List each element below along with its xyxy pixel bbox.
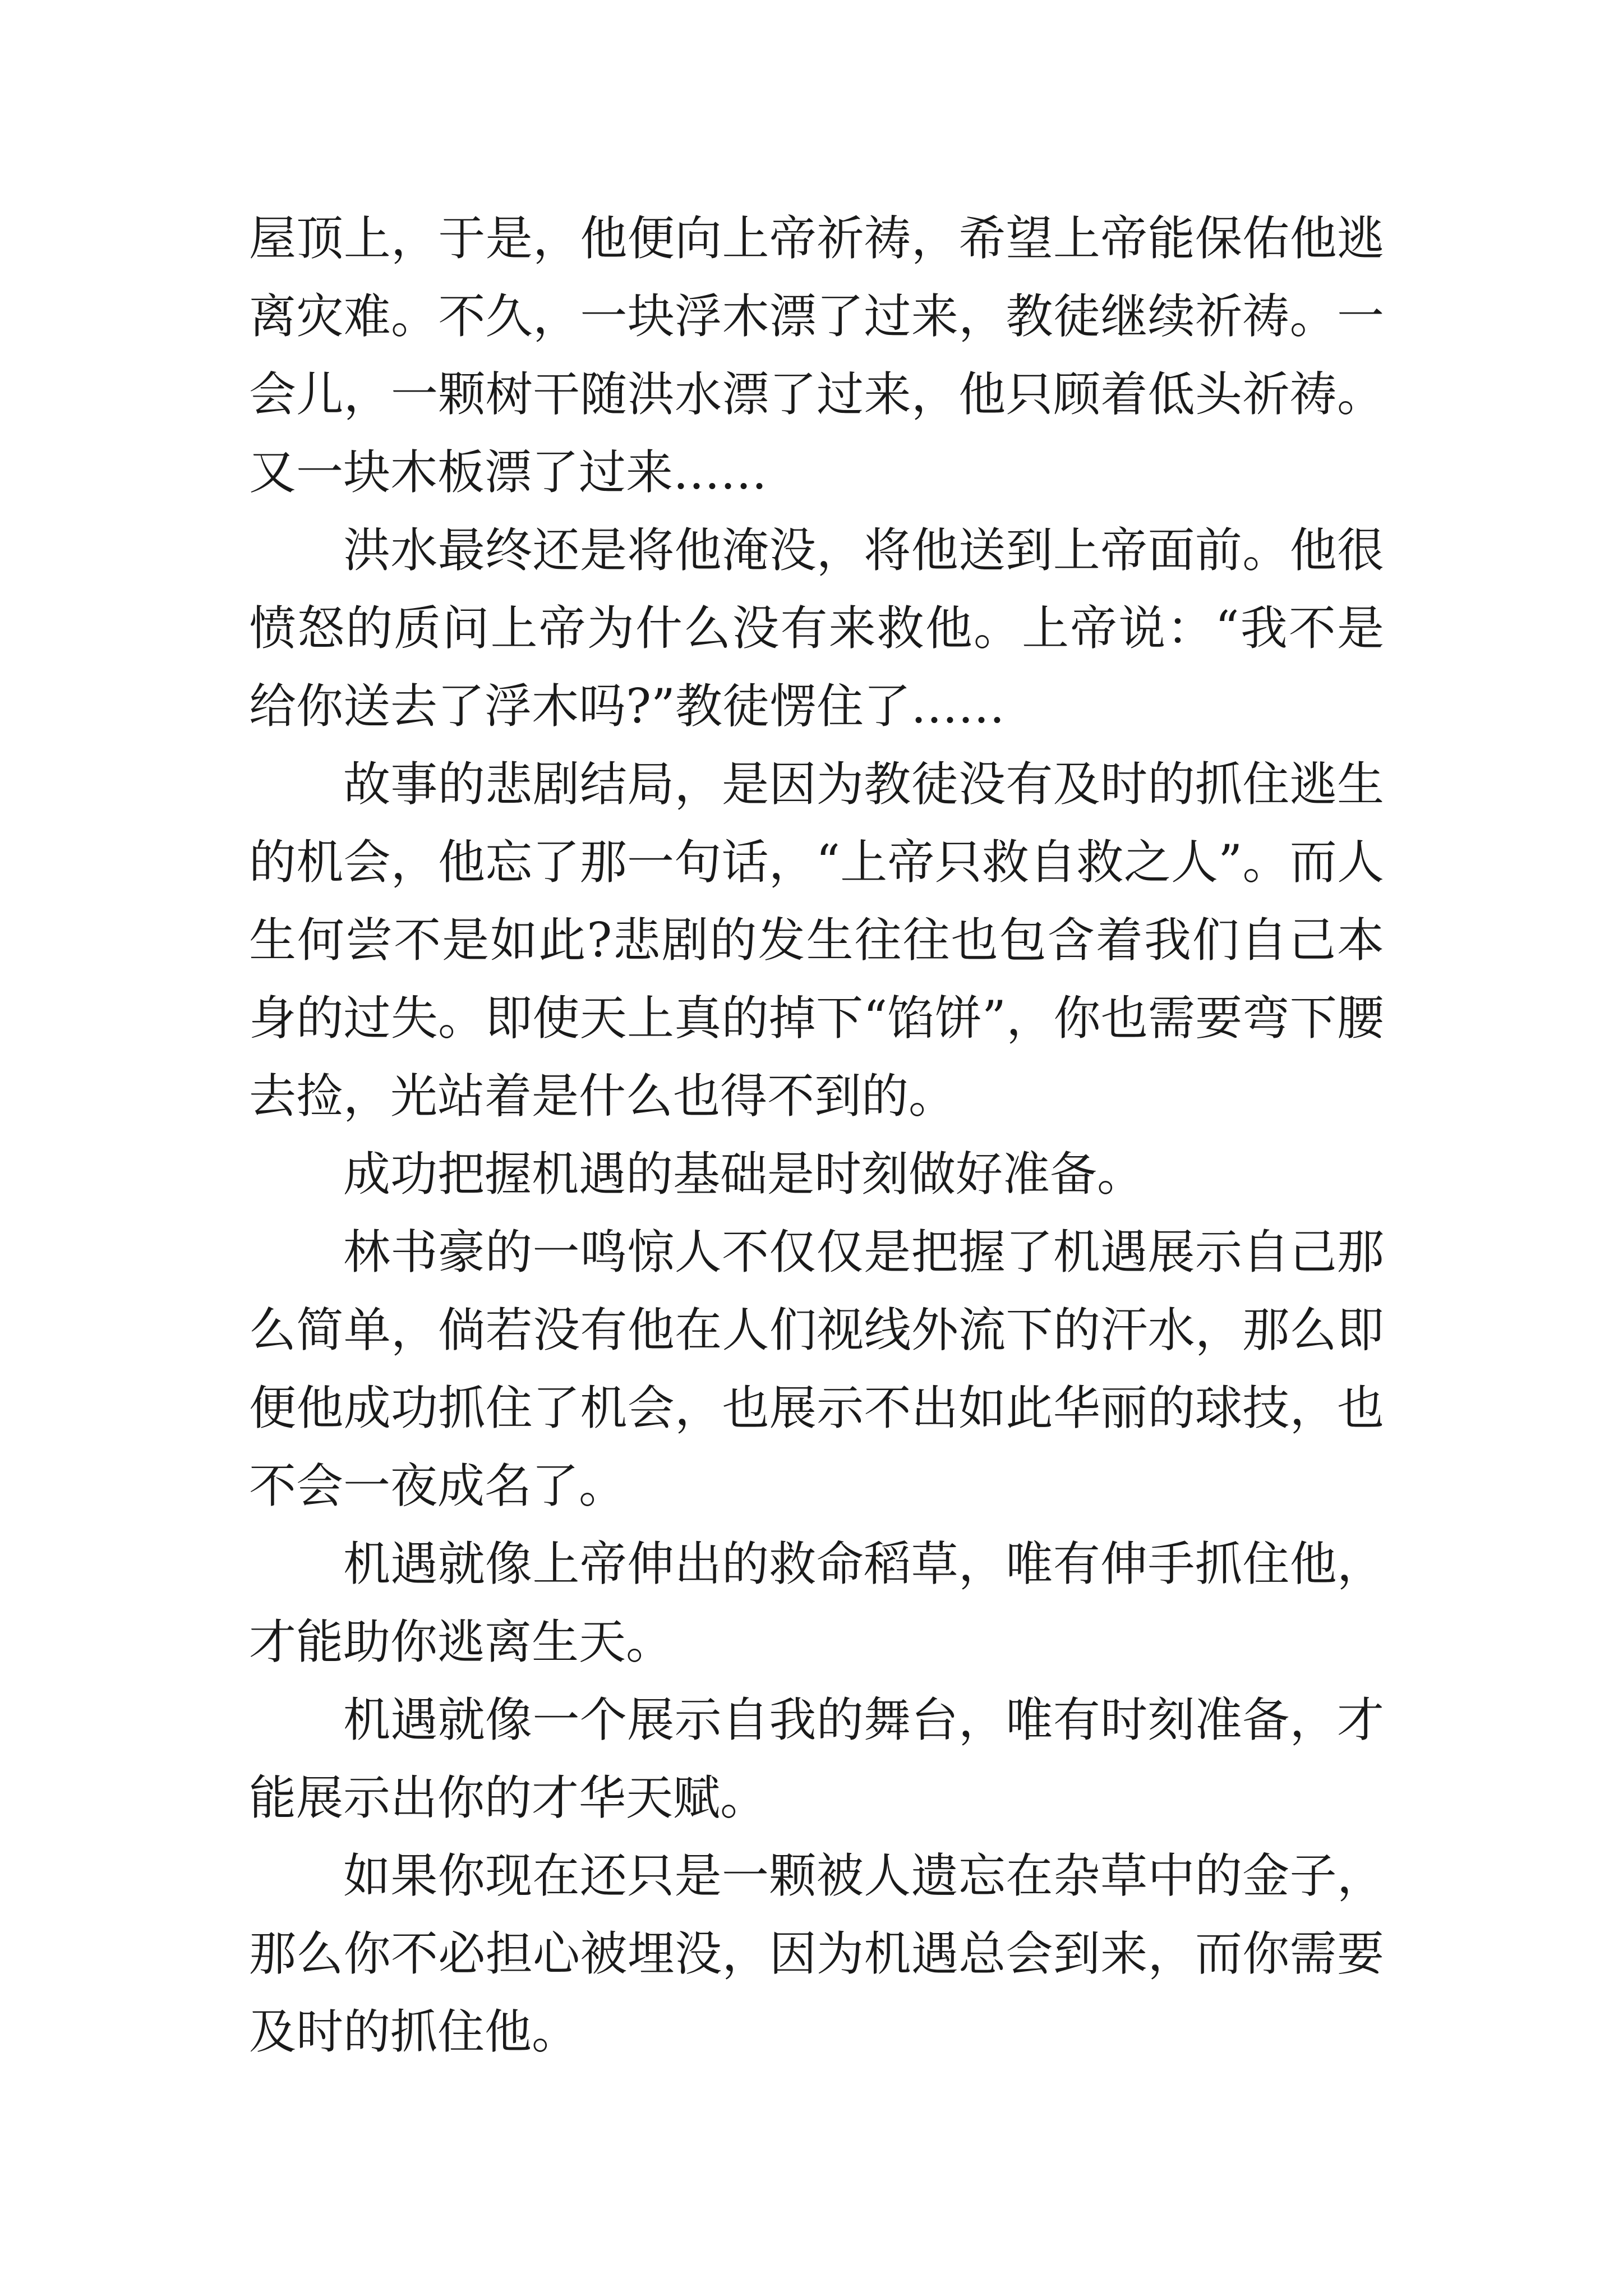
- paragraph-7: 机遇就像一个展示自我的舞台，唯有时刻准备，才能展示出你的才华天赋。: [249, 1692, 1384, 1825]
- paragraph-8: 如果你现在还只是一颗被人遗忘在杂草中的金子，那么你不必担心被埋没，因为机遇总会到来，而你需要及时的抓住他。: [249, 1848, 1384, 2059]
- paragraph-5: 林书豪的一鸣惊人不仅仅是把握了机遇展示自己那么简单，倘若没有他在人们视线外流下的汗水，那么即便他成功抓住了机会，也展示不出如此华丽的球技，也不会一夜成名了。: [249, 1225, 1384, 1513]
- paragraph-4: 成功把握机遇的基础是时刻做好准备。: [343, 1147, 1145, 1202]
- paragraph-3: 故事的悲剧结局，是因为教徒没有及时的抓住逃生的机会，他忘了那一句话，“上帝只救自救之人”。而人生何尝不是如此?悲剧的发生往往也包含着我们自己本身的过失。即使天上真的掉下“馅饼”，你也需要弯下腰去捡，光站着是什么也得不到的。: [249, 757, 1384, 1124]
- body-text: [249, 200, 1384, 2071]
- paragraph-6: 机遇就像上帝伸出的救命稻草，唯有伸手抓住他，才能助你逃离生天。: [249, 1536, 1384, 1669]
- paragraph-2: 洪水最终还是将他淹没，将他送到上帝面前。他很愤怒的质问上帝为什么没有来救他。上帝说：“我不是给你送去了浮木吗?”教徒愣住了……: [249, 523, 1384, 734]
- paragraph-1: 屋顶上，于是，他便向上帝祈祷，希望上帝能保佑他逃离灾难。不久，一块浮木漂了过来，教徒继续祈祷。一会儿，一颗树干随洪水漂了过来，他只顾着低头祈祷。又一块木板漂了过来……: [249, 211, 1384, 500]
